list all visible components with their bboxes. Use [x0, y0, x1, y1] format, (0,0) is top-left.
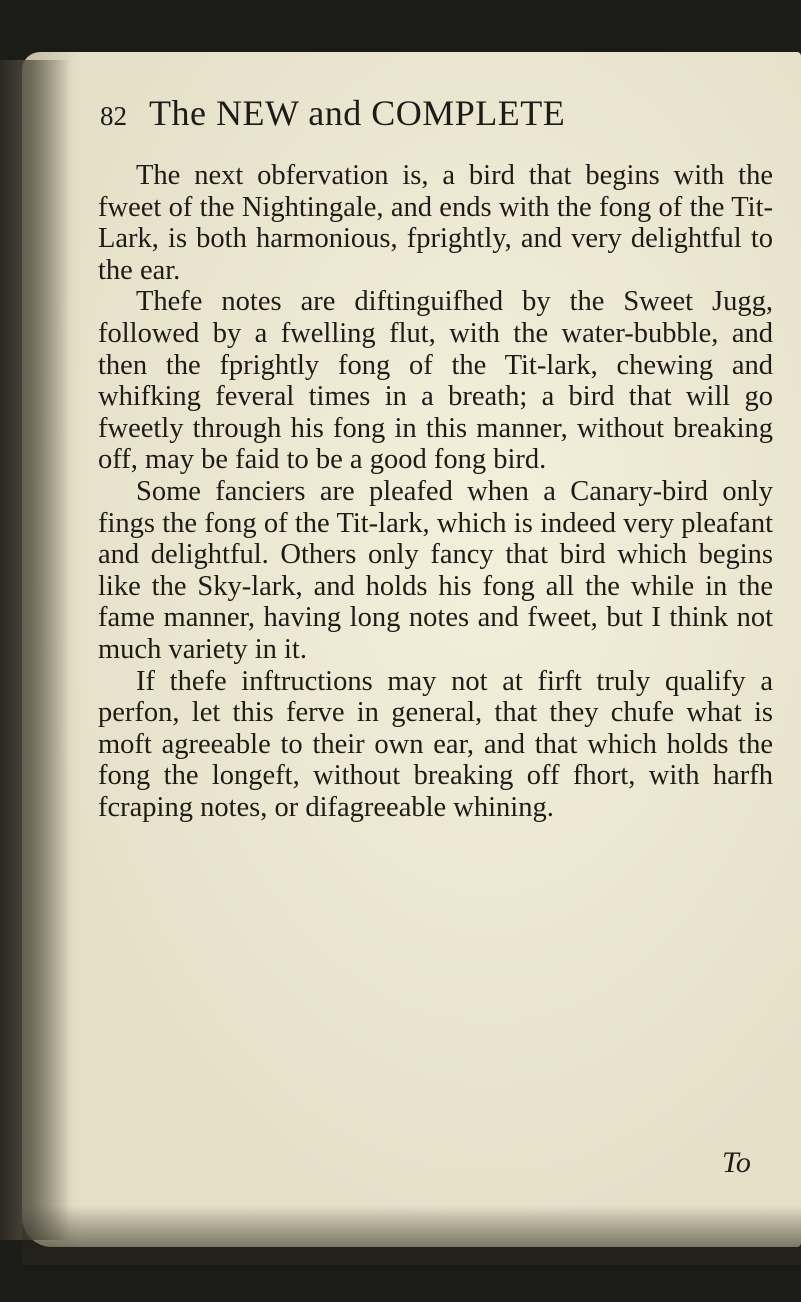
body-text [98, 160, 773, 823]
paragraph-2: Thefe notes are diftinguifhed by the Sweet Jugg, followed by a fwelling flut, with the water-bubble, and then the fprightly fong of the Tit-lark, chewing and whifking feveral times in a breath; a bird that will go fweetly through his fong in this manner, without breaking off, may be faid to be a good fong bird. [98, 286, 773, 476]
page-number: 82 [100, 101, 127, 131]
catchword: To [722, 1146, 751, 1179]
page-bottom-shadow [22, 1205, 801, 1265]
paragraph-4: If thefe inftructions may not at firft truly qualify a perfon, let this ferve in general, that they chufe what is moft agreeable to their own ear, and that which holds the fong the longeft, without breaking off fhort, with harfh fcraping notes, or difagreeable whining. [98, 665, 773, 823]
paragraph-3: Some fanciers are pleafed when a Canary-bird only fings the fong of the Tit-lark, which is indeed very pleafant and delightful. Others only fancy that bird which begins like the Sky-lark, and holds his fong all the while in the fame manner, having long notes and fweet, but I think not much variety in it. [98, 475, 773, 665]
page-header [100, 92, 780, 142]
page-gutter [0, 60, 70, 1240]
running-head: The NEW and COMPLETE [149, 93, 566, 133]
paragraph-1: The next obfervation is, a bird that begins with the fweet of the Nightingale, and ends with the fong of the Tit-Lark, is both harmonious, fprightly, and very delightful to the ear. [98, 160, 773, 286]
